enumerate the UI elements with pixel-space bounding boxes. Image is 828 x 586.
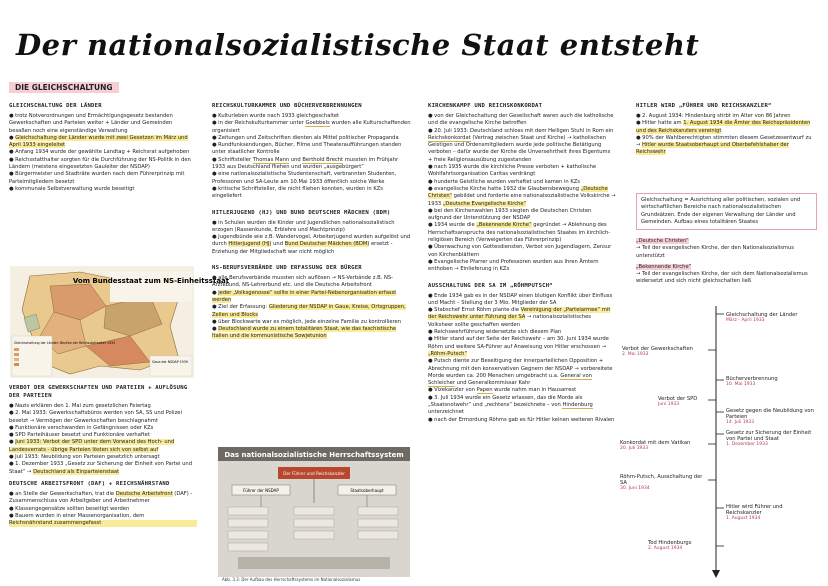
definition-box: Gleichschaltung = Ausrichtung aller politischen, sozialen und wirtschaftlichen Bereiche nach nationalsozialistischen Grundsätzen. Ende der eigenen Verwaltung der Länder und Gemeinden. Aufbau eines totalitären Staates xyxy=(636,193,817,230)
text: ● 2. August 1934: Hindenburg stirbt im Alter von 86 Jahren xyxy=(636,113,791,119)
text: ● in der Reichskulturkammer unter Goebbels wurden alle Kulturschaffenden organisiert xyxy=(212,120,411,134)
text: ● von der Gleichschaltung der Gesellschaft waren auch die katholische und die evangelische Kirche betroffen xyxy=(428,113,614,127)
column-3 xyxy=(428,102,616,424)
diagram-top: Der Führer und Reichskanzler xyxy=(283,471,345,476)
text: ● Hitler hatte am 1. August 1934 die Ämter des Reichspräsidenten und des Reichskanzlers vereinigt xyxy=(636,120,811,134)
text: ● 2. Mai 1933: Gewerkschaftsbüros werden von SA, SS und Polizei besetzt → Vermögen der Gewerkschaften beschlagnahmt xyxy=(9,410,182,424)
heading-roehmputsch: AUSSCHALTUNG DER SA IM „RÖHMPUTSCH“ xyxy=(428,282,553,289)
text: ● Funktionäre verschwanden in Gefängnissen oder KZs xyxy=(9,424,154,431)
heading-daf: DEUTSCHE ARBEITSFRONT (DAF) + REICHSNÄHRSTAND xyxy=(9,480,170,487)
timeline-event: Verbot der Gewerkschaften 2. Mai 1933 xyxy=(622,346,693,357)
text: ● Nazis erklären den 1. Mai zum gesetzlichen Feiertag xyxy=(9,403,151,409)
diagram-title: Das nationalsozialistische Herrschaftssystem xyxy=(224,451,404,459)
text: ● Schriftsteller Thomas Mann und Berthold Brecht mussten im Frühjahr 1933 aus Deutschland fliehen und wurden „ausgebürgert“ xyxy=(212,156,399,171)
text: ● Bürgermeister und Stadträte wurden nach dem Führerprinzip mit Parteimitgliedern besetzt xyxy=(9,171,185,185)
text: ● Jugendbünde wie z.B. Wandervogel, Arbeiterjugend wurden aufgelöst und durch Hitlerjugend (HJ) und Bund Deutscher Mädchen (BDM) ersetzt - Erziehung der Mitgliedschaft war nicht möglich xyxy=(212,234,411,255)
text: ● Rundfunksendungen, Bücher, Filme und Theateraufführungen standen unter staatlicher Kontrolle xyxy=(212,142,402,156)
text: ● bei den Kirchenwahlen 1933 siegten die Deutschen Christen aufgrund der Unterstützung der NSDAP xyxy=(428,207,592,222)
text: ● Ende 1934 gab es in der NSDAP einen blutigen Konflikt über Einfluss und Macht – Stellung der 3 Mio. Mitglieder der SA xyxy=(428,292,613,306)
section-tag: DIE GLEICHSCHALTUNG xyxy=(9,82,119,93)
map-title: Vom Bundesstaat zum NS-Einheitsstaat xyxy=(72,277,230,285)
text: ● Evangelische Pfarrer und Professoren wurden aus ihren Ämtern enthoben → Einlieferung in KZs xyxy=(428,258,599,273)
heading-hitlerjugend: HITLERJUGEND (HJ) UND BUND DEUTSCHER MÄDCHEN (BDM) xyxy=(212,209,391,216)
diagram-caption: Abb. 3.3: Der Aufbau des Herrschaftssystems im Nationalsozialismus xyxy=(222,577,361,582)
text: ● 90% der Wahlberechtigten stimmten diesem Gesetzesentwurf zu xyxy=(636,134,812,141)
column-2 xyxy=(212,102,412,341)
text: ● Hitler stand auf der Seite der Reichswehr – am 30. Juni 1934 wurde Röhm und weitere SA-Führer auf Anweisung von Hitler erschossen → „Röhm-Putsch“ xyxy=(428,336,609,357)
text: ● 1934 wurde die „Bekennende Kirche“ gegründet → Ablehnung des Herrschaftsanspruchs des nationalsozialistischen Staates im kirchlich-religiösen Bereich (Verweigerten das Führerprinzip) xyxy=(428,222,611,244)
text: ● Reichsstatthalter sorgten für die Durchführung der NS-Politik in den Ländern (meistens eingesetzten Gauleiter der NSDAP) xyxy=(9,156,191,171)
heading-verbot-gewerkschaften: VERBOT DER GEWERKSCHAFTEN UND PARTEIEN + AUFLÖSUNG DER PARTEIEN xyxy=(9,385,188,399)
timeline-event: Bücherverbrennung 10. Mai 1933 xyxy=(726,376,778,387)
text: ● Vizekanzler von Papen wurde nahm man in Hausarrest xyxy=(428,387,577,394)
text: ● an Stelle der Gewerkschaften, trat die Deutsche Arbeitsfront (DAF) - Zusammenschluss von Arbeitgeber und Arbeitnehmer xyxy=(9,490,193,505)
text: ● nach 1935 wurde die kirchliche Presse verboten + katholische Wohlfahrtsorganisation Caritas verdrängt xyxy=(428,164,597,178)
text: ● jeder „Volksgenosse“ sollte in einer Partei-Nebenorganisation erfasst werden xyxy=(212,289,397,303)
text: → Teil der evangelischen Kirche, der den Nationalsozialismus unterstützt xyxy=(636,245,794,259)
timeline-event: Röhm-Putsch, Ausschaltung der SA 30. Juni 1934 xyxy=(620,474,703,491)
text: ● Kulturleben wurde nach 1933 gleichgeschaltet xyxy=(212,113,340,119)
text: ● Reichswehrführung widersetzte sich diesem Plan xyxy=(428,329,562,336)
column-1-lower xyxy=(9,384,197,527)
heading-kirchenkampf: KIRCHENKAMPF UND REICHSKONKORDAT xyxy=(428,103,543,109)
map-legend: Gleichschaltung der Länder: Bezirke der Reichsstatthalter 1933 xyxy=(14,341,116,345)
text: ● Deutschland wurde zu einem totalitären Staat, wie das faschistische Italien und die kommunistische Sowjetunion xyxy=(212,326,397,340)
text: ● Juli 1933: Neubildung von Parteien gesetzlich untersagt xyxy=(9,454,160,461)
text: ● trotz Notverordnungen und Ermächtigungsgesetz bestanden Gewerkschaften und Parteien weiter + Länder und Gemeinden besaßen noch eine eigenständige Verwaltung xyxy=(9,113,173,134)
text: ● evangelische Kirche hatte 1932 die Glaubensbewegung „Deutsche Christen“ gebildet und forderte eine nationalsozialistische Volkskirche → 1933 „Deutsche Evangelische Kirche“ xyxy=(428,185,616,207)
column-4 xyxy=(636,102,818,157)
text: ● Zeitungen und Zeitschriften dienten als Mittel politischer Propaganda xyxy=(212,134,399,141)
timeline-event: Gesetz gegen die Neubildung von Parteien 14. Juli 1933 xyxy=(726,408,814,425)
text: ● hunderte Geistliche wurden verhaftet und kamen in KZs xyxy=(428,178,581,185)
timeline-event: Konkordat mit dem Vatikan 20. Juli 1933 xyxy=(620,440,691,451)
text: ● nach der Ermordung Röhms gab es für Hitler keinen weiteren Rivalen xyxy=(428,416,615,423)
text: ● Anfang 1934 wurde der gewählte Landtag + Reichsrat aufgehoben xyxy=(9,149,190,156)
text: ● eine nationalsozialistische Studentenschaft, verbrannten Studenten, Professoren und SA-Leute am 10.Mai 1933 öffentlich solche Werke xyxy=(212,171,397,185)
heading-hitler-fuehrer: HITLER WIRD „FÜHRER UND REICHSKANZLER“ xyxy=(636,103,772,109)
heading-ns-berufsverbaende: NS-BERUFSVERBÄNDE UND ERFASSUNG DER BÜRGER xyxy=(212,265,362,272)
heading-reichskulturkammer: REICHSKULTURKAMMER UND BÜCHERVERBRENNUNGEN xyxy=(212,103,362,109)
timeline-event: Gesetz zur Sicherung der Einheit von Partei und Staat 1. Dezember 1933 xyxy=(726,430,812,447)
timeline-event: Tod Hindenburgs 2. August 1934 xyxy=(648,540,692,551)
timeline-event: Verbot der SPD Juni 1933 xyxy=(658,396,698,407)
deutsche-christen-label: „Deutsche Christen“ xyxy=(636,238,689,244)
heading-gleichschaltung-laender: GLEICHSCHALTUNG DER LÄNDER xyxy=(9,103,102,109)
text: Reichsnährstand zusammengefasst xyxy=(9,520,197,527)
text: ● über Blockwarte war es möglich, jede einzelne Familie zu kontrollieren xyxy=(212,318,402,325)
text: → Teil der evangelischen Kirche, der sich dem Nationalsozialismus widersetzt und sich nicht gleichschalten ließ xyxy=(636,271,808,285)
text: ● Klassengegensätze sollten beseitigt werden xyxy=(9,505,130,512)
text: ● 3. Juli 1934 wurde ein Gesetz erlassen, das die Morde als „Staatsnotwehr“ und „rechtens“ bezeichnete – von Hindenburg unterzeichnet xyxy=(428,394,593,416)
text: ● Überwachung von Gottesdiensten, Verbot von Jugendlagern, Zensur von Kirchenblättern xyxy=(428,244,612,258)
map-legend-2: Gaue der NSDAP 1939 xyxy=(152,360,188,364)
diagram-right: Staatsoberhaupt xyxy=(350,488,384,493)
text: ● kommunale Selbstverwaltung wurde beseitigt xyxy=(9,185,135,192)
column-1 xyxy=(9,102,195,193)
text: ● SPD Parteihäuser besetzt und Funktionäre verhaftet xyxy=(9,432,150,439)
text: → Hitler wurde Staatsoberhaupt und Oberbefehlshaber der Reichswehr xyxy=(636,142,789,156)
text: ● Stabschef Ernst Röhm plante die Vereinigung der „Parteiarmee“ mit der Reichswehr unter Führung der SA → nationalsozialistisches Volksheer sollte geschaffen werden xyxy=(428,307,611,328)
text: ● 20. Juli 1933: Deutschland schloss mit dem Heiligen Stuhl in Rom ein Reichskonkordat (Vertrag zwischen Staat und Kirche) → katholischen Geistigen und Ordensmitgliedern wurde jede politische Betätigung verboten – dafür wurde der Kirche die Unversehrtheit ihres Eigentums + freie Religionsausübung zugestanden xyxy=(428,127,614,163)
text: ● alle Berufsverbände mussten sich auflösen → NS-Verbände z.B. NS-Ärztebund, NS-Lehrerbund etc. und die Deutsche Arbeitsfront xyxy=(212,275,394,289)
diagram-left: Führer der NSDAP xyxy=(243,488,279,493)
text: ● kritische Schriftsteller, die nicht fliehen konnten, wurden in KZs eingeliefert xyxy=(212,185,383,200)
text: ● Gleichschaltung der Länder wurde mit zwei Gesetzen im März und April 1933 eingeleitet xyxy=(9,134,188,149)
column-4-notes xyxy=(636,238,818,286)
text: ● 1. Dezember 1933 „Gesetz zur Sicherung der Einheit von Partei und Staat“ → Deutschland als Einparteienstaat xyxy=(9,461,193,475)
timeline-event: Hitler wird Führer und Reichskanzler 1. August 1934 xyxy=(726,504,783,521)
text: ● in Schulen wurden die Kinder und Jugendlichen nationalsozialistisch erzogen (Rassenkunde, Erblehre und Machtprinzip) xyxy=(212,219,395,233)
bekennende-kirche-label: „Bekennende Kirche“ xyxy=(636,263,692,270)
page-title: Der nationalsozialistische Staat entsteht xyxy=(16,28,700,62)
text: ● Putsch diente zur Beseitigung der innerparteilichen Opposition + Abrechnung mit den konservativen Gegnern der NSDAP → vorbereitete Morde wurden ca. 200 Menschen umgebracht u.a. General von Schleicher und Generalkommissar Kahr xyxy=(428,358,613,387)
text: ● Juni 1933: Verbot der SPD unter dem Vorwand des Hoch- und Landesverrats - übrige Parteien lösten sich von selbst auf xyxy=(9,439,175,453)
herrschaftssystem-diagram xyxy=(218,447,410,577)
text: ● Ziel der Erfassung: Gliederung der NSDAP in Gaue, Kreise, Ortsgruppen, Zellen und Blocks xyxy=(212,304,406,318)
germany-map-image xyxy=(10,266,230,378)
timeline-event: Gleichschaltung der Länder März - April 1933 xyxy=(726,312,798,323)
text: ● Bauern wurden in einer Massenorganisation, dem xyxy=(9,512,145,519)
